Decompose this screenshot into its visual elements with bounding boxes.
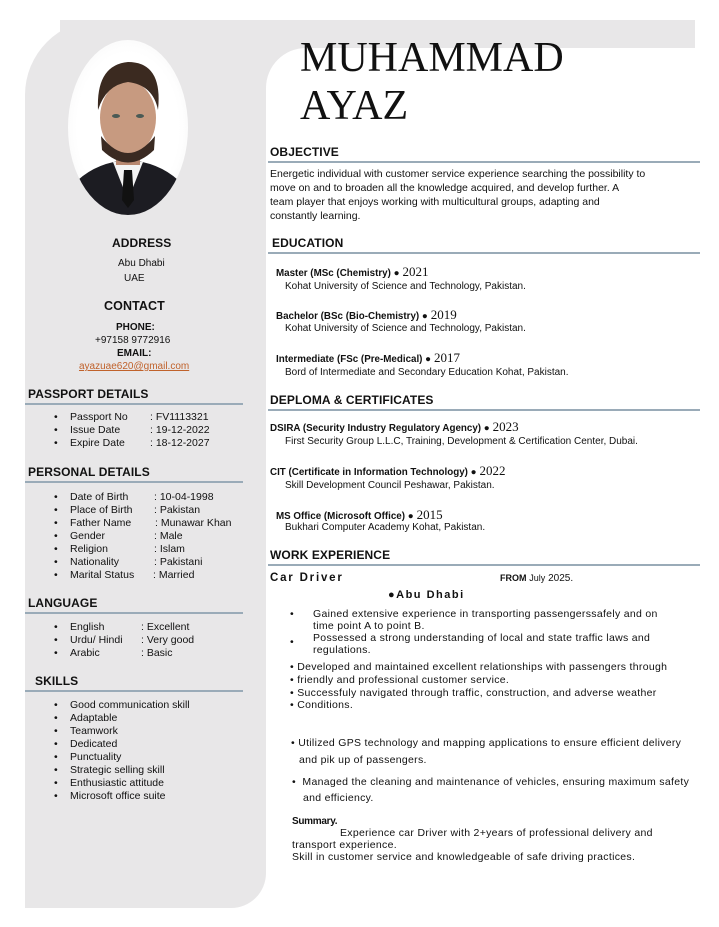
work-bullet-text: • Managed the cleaning and maintenance of vehicles, ensuring maximum safety [292, 776, 690, 788]
list-item: • Dedicated [54, 738, 118, 750]
education-heading: EDUCATION [272, 236, 344, 250]
list-item: • Punctuality [54, 751, 122, 763]
objective-line: team player that enjoys working with multicultural groups, adapting and [270, 196, 600, 208]
objective-rule [268, 161, 700, 163]
list-item: • Arabic : Basic [54, 647, 173, 659]
name-first: MUHAMMAD [300, 35, 564, 81]
personal-list [54, 491, 254, 582]
list-item: • Nationality : Pakistani [54, 556, 203, 568]
list-item: • Urdu/ Hindi : Very good [54, 634, 195, 646]
skills-heading: SKILLS [35, 674, 79, 688]
education-title: Intermediate (FSc (Pre-Medical) ● 2017 [276, 350, 461, 365]
objective-line: constantly learning. [270, 210, 361, 222]
address-heading: ADDRESS [112, 236, 172, 250]
education-place: Kohat University of Science and Technology, Pakistan. [285, 281, 526, 292]
list-item: • Father Name : Munawar Khan [54, 517, 232, 529]
work-bullet-text: and efficiency. [303, 792, 374, 804]
skills-rule [25, 690, 243, 692]
certificates-rule [268, 409, 700, 411]
name-last: AYAZ [300, 83, 409, 129]
passport-list [54, 411, 254, 450]
certificate-place: Skill Development Council Peshawar, Pakistan. [285, 480, 495, 491]
work-bullet: • [290, 608, 294, 620]
contact-heading: CONTACT [104, 299, 165, 313]
address-line2: UAE [124, 273, 145, 284]
language-heading: LANGUAGE [28, 596, 98, 610]
list-item: • Microsoft office suite [54, 790, 166, 802]
work-bullet-text: Gained extensive experience in transporting passengerssafely and on [313, 608, 658, 620]
language-list [54, 621, 254, 660]
passport-heading: PASSPORT DETAILS [28, 387, 149, 401]
education-place: Bord of Intermediate and Secondary Education Kohat, Pakistan. [285, 367, 569, 378]
list-item: • Passport No : FV1113321 [54, 411, 209, 423]
work-bullet-text: • Utilized GPS technology and mapping applications to ensure efficient delivery [291, 737, 682, 749]
objective-line: move on and to broaden all the knowledge acquired, and develop further. A [270, 182, 620, 194]
certificate-place: First Security Group L.L.C, Training, Development & Certification Center, Dubai. [285, 436, 638, 447]
job-location: ●Abu Dhabi [388, 589, 465, 601]
address-line1: Abu Dhabi [118, 258, 165, 269]
email-link[interactable]: ayazuae620@gmail.com [79, 361, 190, 372]
work-bullet-text: • Conditions. [290, 699, 354, 711]
work-bullet-text: • friendly and professional customer service. [290, 674, 510, 686]
work-bullet-text: and pik up of passengers. [299, 754, 427, 766]
phone-value: +97158 9772916 [95, 335, 171, 346]
profile-photo [68, 40, 188, 215]
skills-list [54, 699, 254, 803]
work-bullet-text: regulations. [313, 644, 371, 656]
certificate-title: DSIRA (Security Industry Regulatory Agency) ● 2023 [270, 419, 519, 434]
list-item: • Enthusiastic attitude [54, 777, 164, 789]
work-bullet-text: time point A to point B. [313, 620, 425, 632]
work-rule [268, 564, 700, 566]
list-item: • Good communication skill [54, 699, 190, 711]
phone-label: PHONE: [116, 322, 155, 333]
list-item: • Expire Date : 18-12-2027 [54, 437, 210, 449]
list-item: • Gender : Male [54, 530, 183, 542]
language-rule [25, 612, 243, 614]
personal-rule [25, 481, 243, 483]
job-from: FROM July 2025. [500, 573, 574, 584]
list-item: • Religion : Islam [54, 543, 185, 555]
work-bullet-text: Possessed a strong understanding of local and state traffic laws and [313, 632, 651, 644]
list-item: • Strategic selling skill [54, 764, 165, 776]
list-item: • Date of Birth : 10-04-1998 [54, 491, 214, 503]
list-item: • Issue Date : 19-12-2022 [54, 424, 210, 436]
summary-line: Experience car Driver with 2+years of professional delivery and [340, 827, 653, 839]
list-item: • Teamwork [54, 725, 118, 737]
summary-line: Skill in customer service and knowledgeable of safe driving practices. [292, 851, 636, 863]
objective-line: Energetic individual with customer service experience searching the possibility to [270, 168, 646, 180]
certificates-heading: DEPLOMA & CERTIFICATES [270, 393, 434, 407]
passport-rule [25, 403, 243, 405]
job-role: Car Driver [270, 572, 344, 584]
personal-heading: PERSONAL DETAILS [28, 465, 150, 479]
list-item: • Marital Status : Married [54, 569, 195, 581]
list-item: • Adaptable [54, 712, 118, 724]
certificate-title: MS Office (Microsoft Office) ● 2015 [276, 507, 443, 522]
work-heading: WORK EXPERIENCE [270, 548, 391, 562]
list-item: • English : Excellent [54, 621, 190, 633]
certificate-place: Bukhari Computer Academy Kohat, Pakistan. [285, 522, 486, 533]
summary-label: Summary. [292, 816, 338, 827]
education-place: Kohat University of Science and Technology, Pakistan. [285, 323, 526, 334]
work-bullet-text: • Successfuly navigated through traffic, construction, and adverse weather [290, 687, 657, 699]
summary-line: transport experience. [292, 839, 397, 851]
email-label: EMAIL: [117, 348, 152, 359]
work-bullet: • [290, 636, 294, 648]
education-title: Master (MSc (Chemistry) ● 2021 [276, 264, 429, 279]
education-rule [268, 252, 700, 254]
certificate-title: CIT (Certificate in Information Technology) ● 2022 [270, 463, 506, 478]
work-bullet-text: • Developed and maintained excellent relationships with passengers through [290, 661, 668, 673]
person-portrait-icon [68, 40, 188, 215]
objective-heading: OBJECTIVE [270, 145, 339, 159]
list-item: • Place of Birth : Pakistan [54, 504, 201, 516]
education-title: Bachelor (BSc (Bio-Chemistry) ● 2019 [276, 307, 457, 322]
